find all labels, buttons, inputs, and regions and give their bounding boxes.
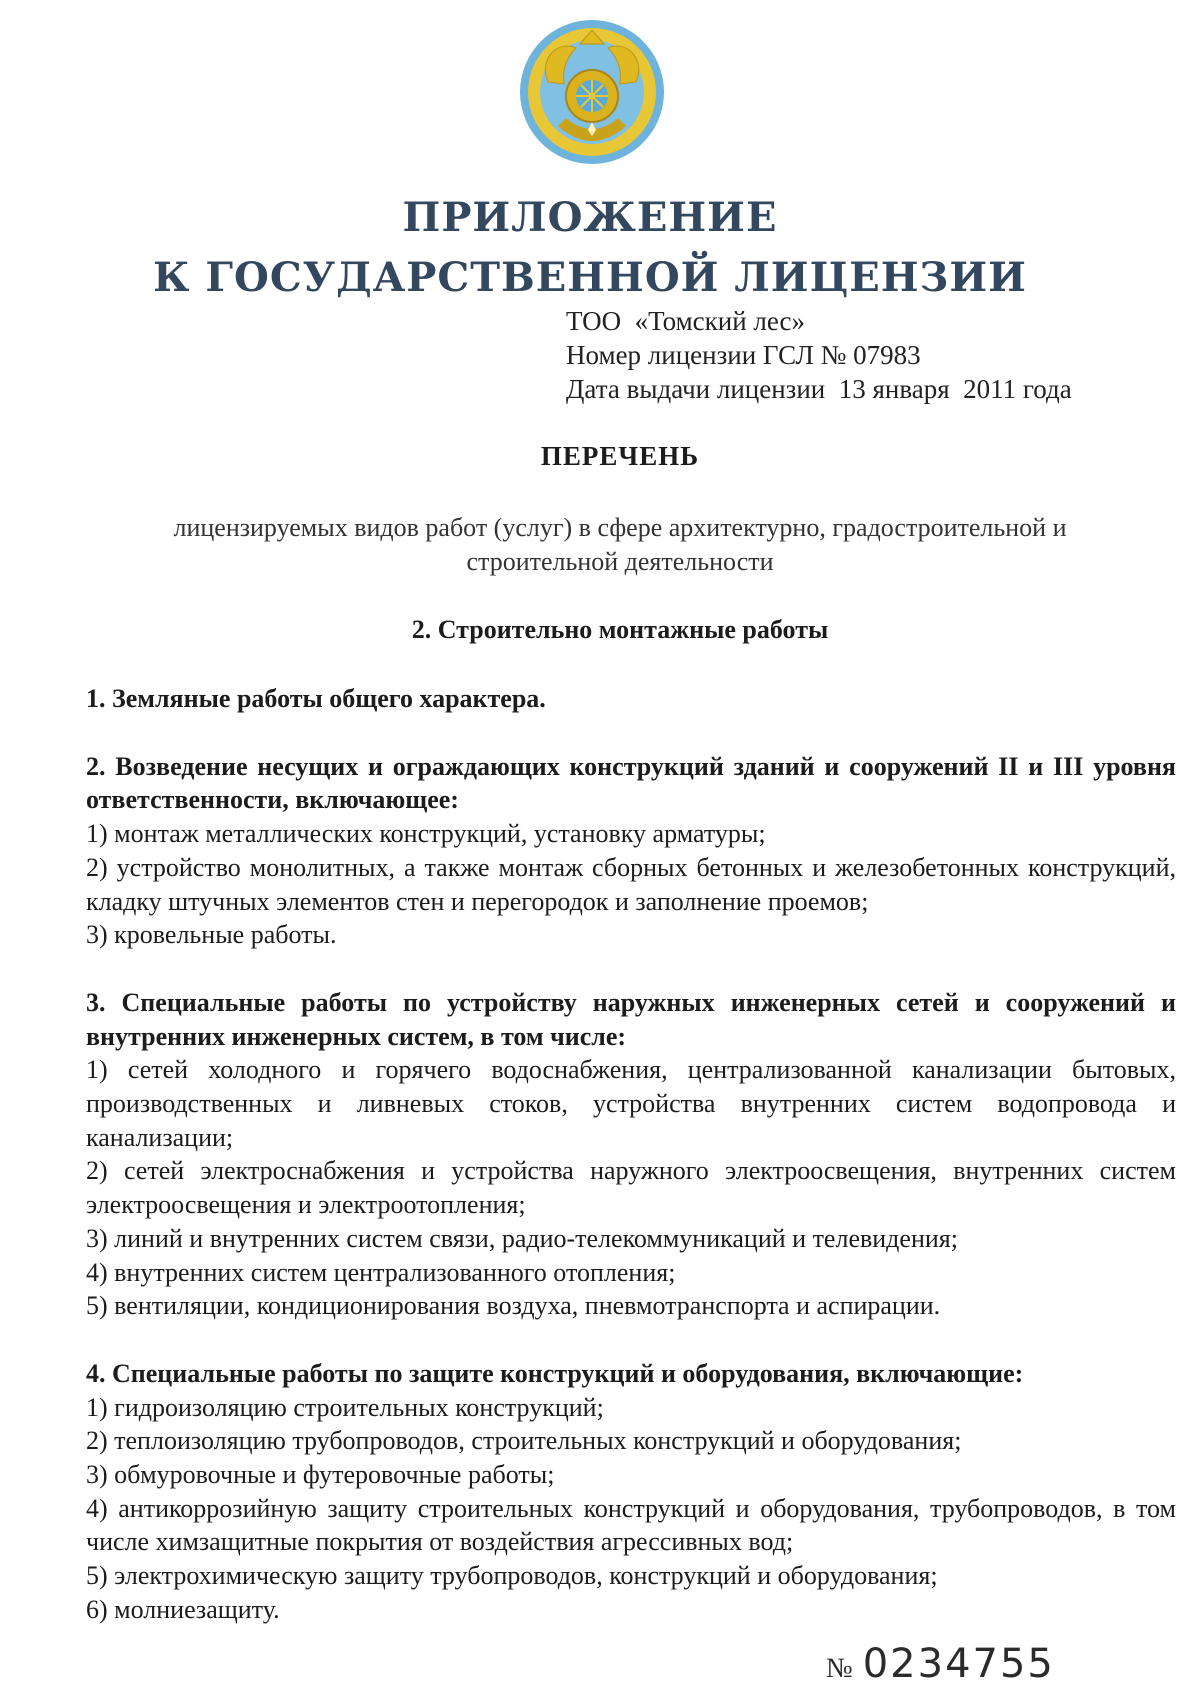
list-item: 2) устройство монолитных, а также монтаж сборных бетонных и железобетонных конструкций, кладку штучных элементов стен и перегородок и заполнение проемов; [86, 852, 1176, 916]
list-item: 3) линий и внутренних систем связи, радио-телекоммуникаций и телевидения; [86, 1223, 958, 1253]
list-item: 2) теплоизоляцию трубопроводов, строительных конструкций и оборудования; [86, 1426, 962, 1456]
section-title: 2. Строительно монтажные работы [411, 615, 829, 644]
list-item: 5) электрохимическую защиту трубопроводов, конструкций и оборудования; [86, 1561, 938, 1591]
list-intro: лицензируемых видов работ (услуг) в сфере архитектурно, градостроительной и строительной деятельности [173, 513, 1067, 576]
item-title: 4. Специальные работы по защите конструкций и оборудования, включающие: [86, 1358, 1024, 1388]
page-title-line1: ПРИЛОЖЕНИЕ [402, 194, 778, 241]
list-item: 1) монтаж металлических конструкций, установку арматуры; [86, 819, 766, 849]
license-number: Номер лицензии ГСЛ № 07983 [566, 340, 921, 370]
license-info [566, 304, 1072, 406]
work-list [86, 682, 1176, 1627]
list-item: 3) кровельные работы. [86, 920, 337, 950]
serial-digits: 0234755 [862, 1641, 1055, 1687]
list-item: 2) сетей электроснабжения и устройства наружного электроосвещения, внутренних систем электроосвещения и электроотопления; [86, 1156, 1176, 1220]
kazakhstan-state-emblem-icon [518, 18, 666, 166]
license-date: Дата выдачи лицензии 13 января 2011 года [566, 374, 1072, 404]
list-item: 1) гидроизоляцию строительных конструкций; [86, 1392, 604, 1422]
number-sign: № [826, 1653, 853, 1684]
page-title-line2: К ГОСУДАРСТВЕННОЙ ЛИЦЕНЗИИ [153, 254, 1027, 301]
list-item: 4) внутренних систем централизованного отопления; [86, 1257, 676, 1287]
list-item: 5) вентиляции, кондиционирования воздуха, пневмотранспорта и аспирации. [86, 1291, 941, 1321]
list-item: 1) сетей холодного и горячего водоснабжения, централизованной канализации бытовых, производственных и ливневых стоков, устройства внутренних систем водопровода и канализации; [86, 1055, 1176, 1152]
list-item: 4) антикоррозийную защиту строительных конструкций и оборудования, трубопроводов, в том числе химзащитные покрытия от воздействия агрессивных вод; [86, 1493, 1176, 1557]
item-title: 3. Специальные работы по устройству наружных инженерных сетей и сооружений и внутренних инженерных систем, в том числе: [86, 987, 1176, 1051]
item-title: 2. Возведение несущих и ограждающих конструкций зданий и сооружений II и III уровня ответственности, включающее: [86, 751, 1176, 815]
list-heading: ПЕРЕЧЕНЬ [540, 441, 700, 471]
list-item: 6) молниезащиту. [86, 1594, 280, 1624]
company-name: ТОО «Томский лес» [566, 306, 806, 336]
list-item: 3) обмуровочные и футеровочные работы; [86, 1460, 555, 1490]
item-title: 1. Земляные работы общего характера. [86, 684, 546, 713]
serial-number [826, 1640, 1055, 1687]
